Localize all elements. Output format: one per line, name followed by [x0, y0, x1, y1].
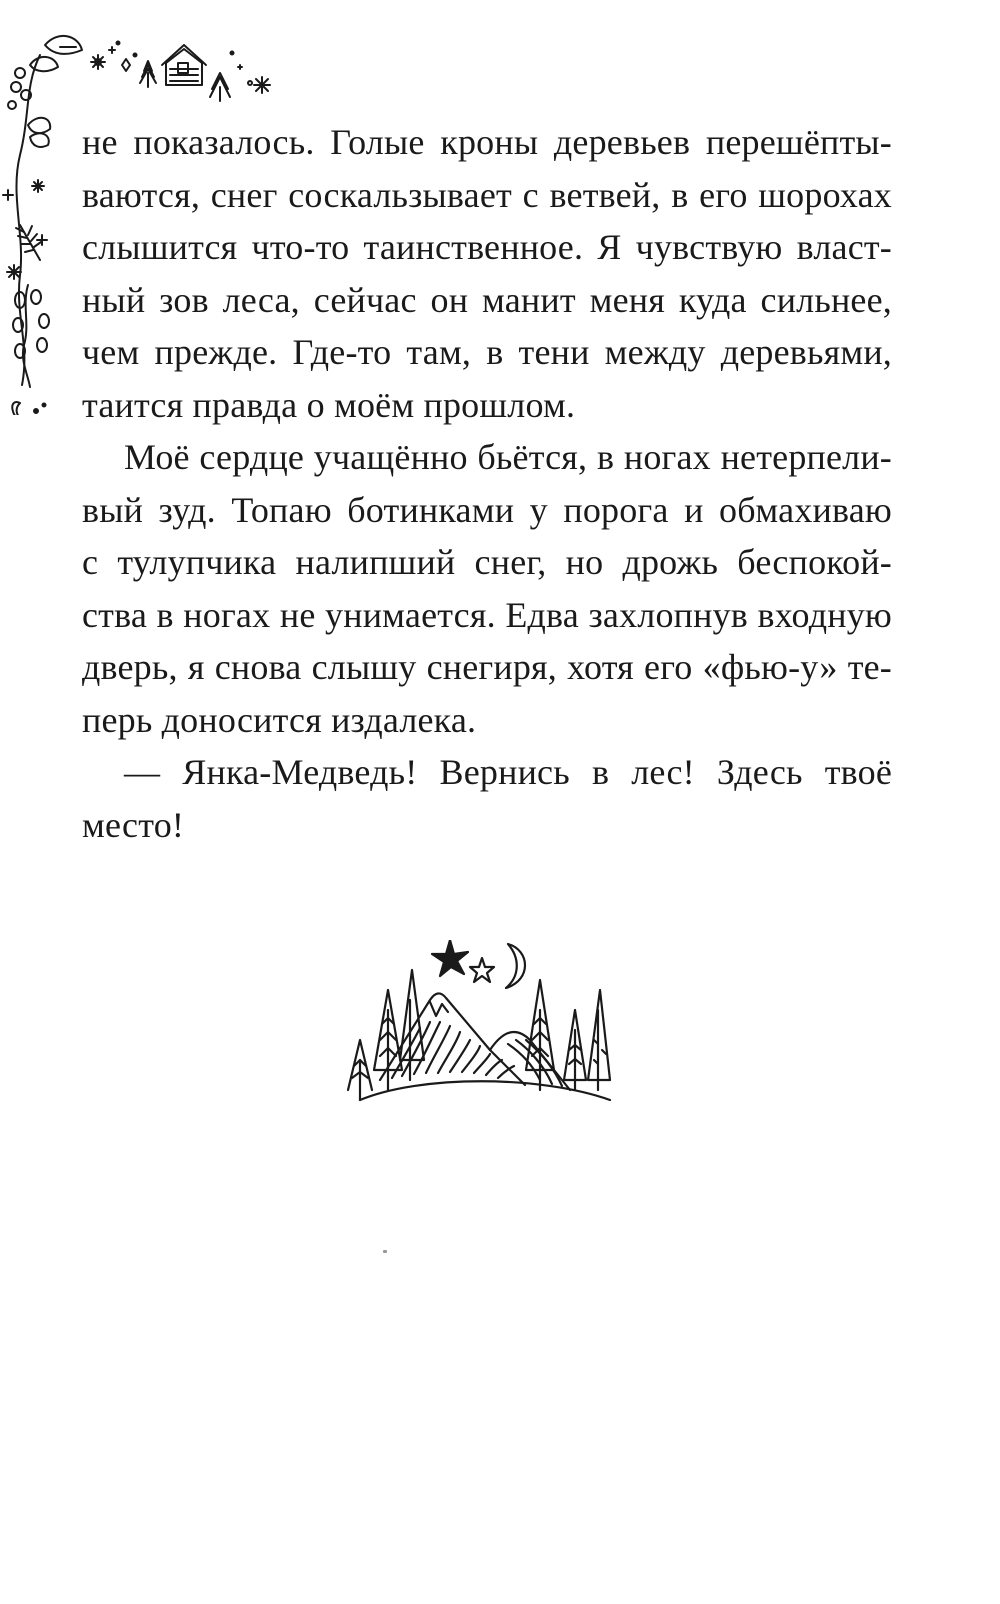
text-line: дверь, я снова слышу снегиря, хотя его «фью-у» те- — [82, 647, 892, 687]
text-line: чем прежде. Где-то там, в тени между деревьями, — [82, 332, 892, 372]
print-speck — [383, 1250, 387, 1253]
text-line: не показалось. Голые кроны деревьев перешёпты- — [82, 122, 892, 162]
text-line: ства в ногах не унимается. Едва захлопнув входную — [82, 594, 892, 635]
text-line: с тулупчика налипший снег, но дрожь беспокой- — [82, 542, 892, 582]
text-line: вый зуд. Топаю ботинками у порога и обмахиваю — [82, 489, 892, 530]
text-line: ный зов леса, сейчас он манит меня куда сильнее, — [82, 279, 892, 320]
text-line: — Янка-Медведь! Вернись в лес! Здесь твоё — [124, 752, 892, 792]
page-text — [82, 116, 892, 851]
text-line: слышится что-то таинственное. Я чувствую власт- — [82, 227, 892, 267]
text-line: таится правда о моём прошлом. — [82, 384, 576, 425]
text-line: перь доносится издалека. — [82, 699, 477, 740]
text-line: ваются, снег соскальзывает с ветвей, в его шорохах — [82, 174, 892, 215]
text-line: место! — [82, 804, 185, 845]
mountain-forest-ornament-icon — [340, 940, 630, 1115]
text-line: Моё сердце учащённо бьётся, в ногах нетерпели- — [124, 437, 892, 477]
